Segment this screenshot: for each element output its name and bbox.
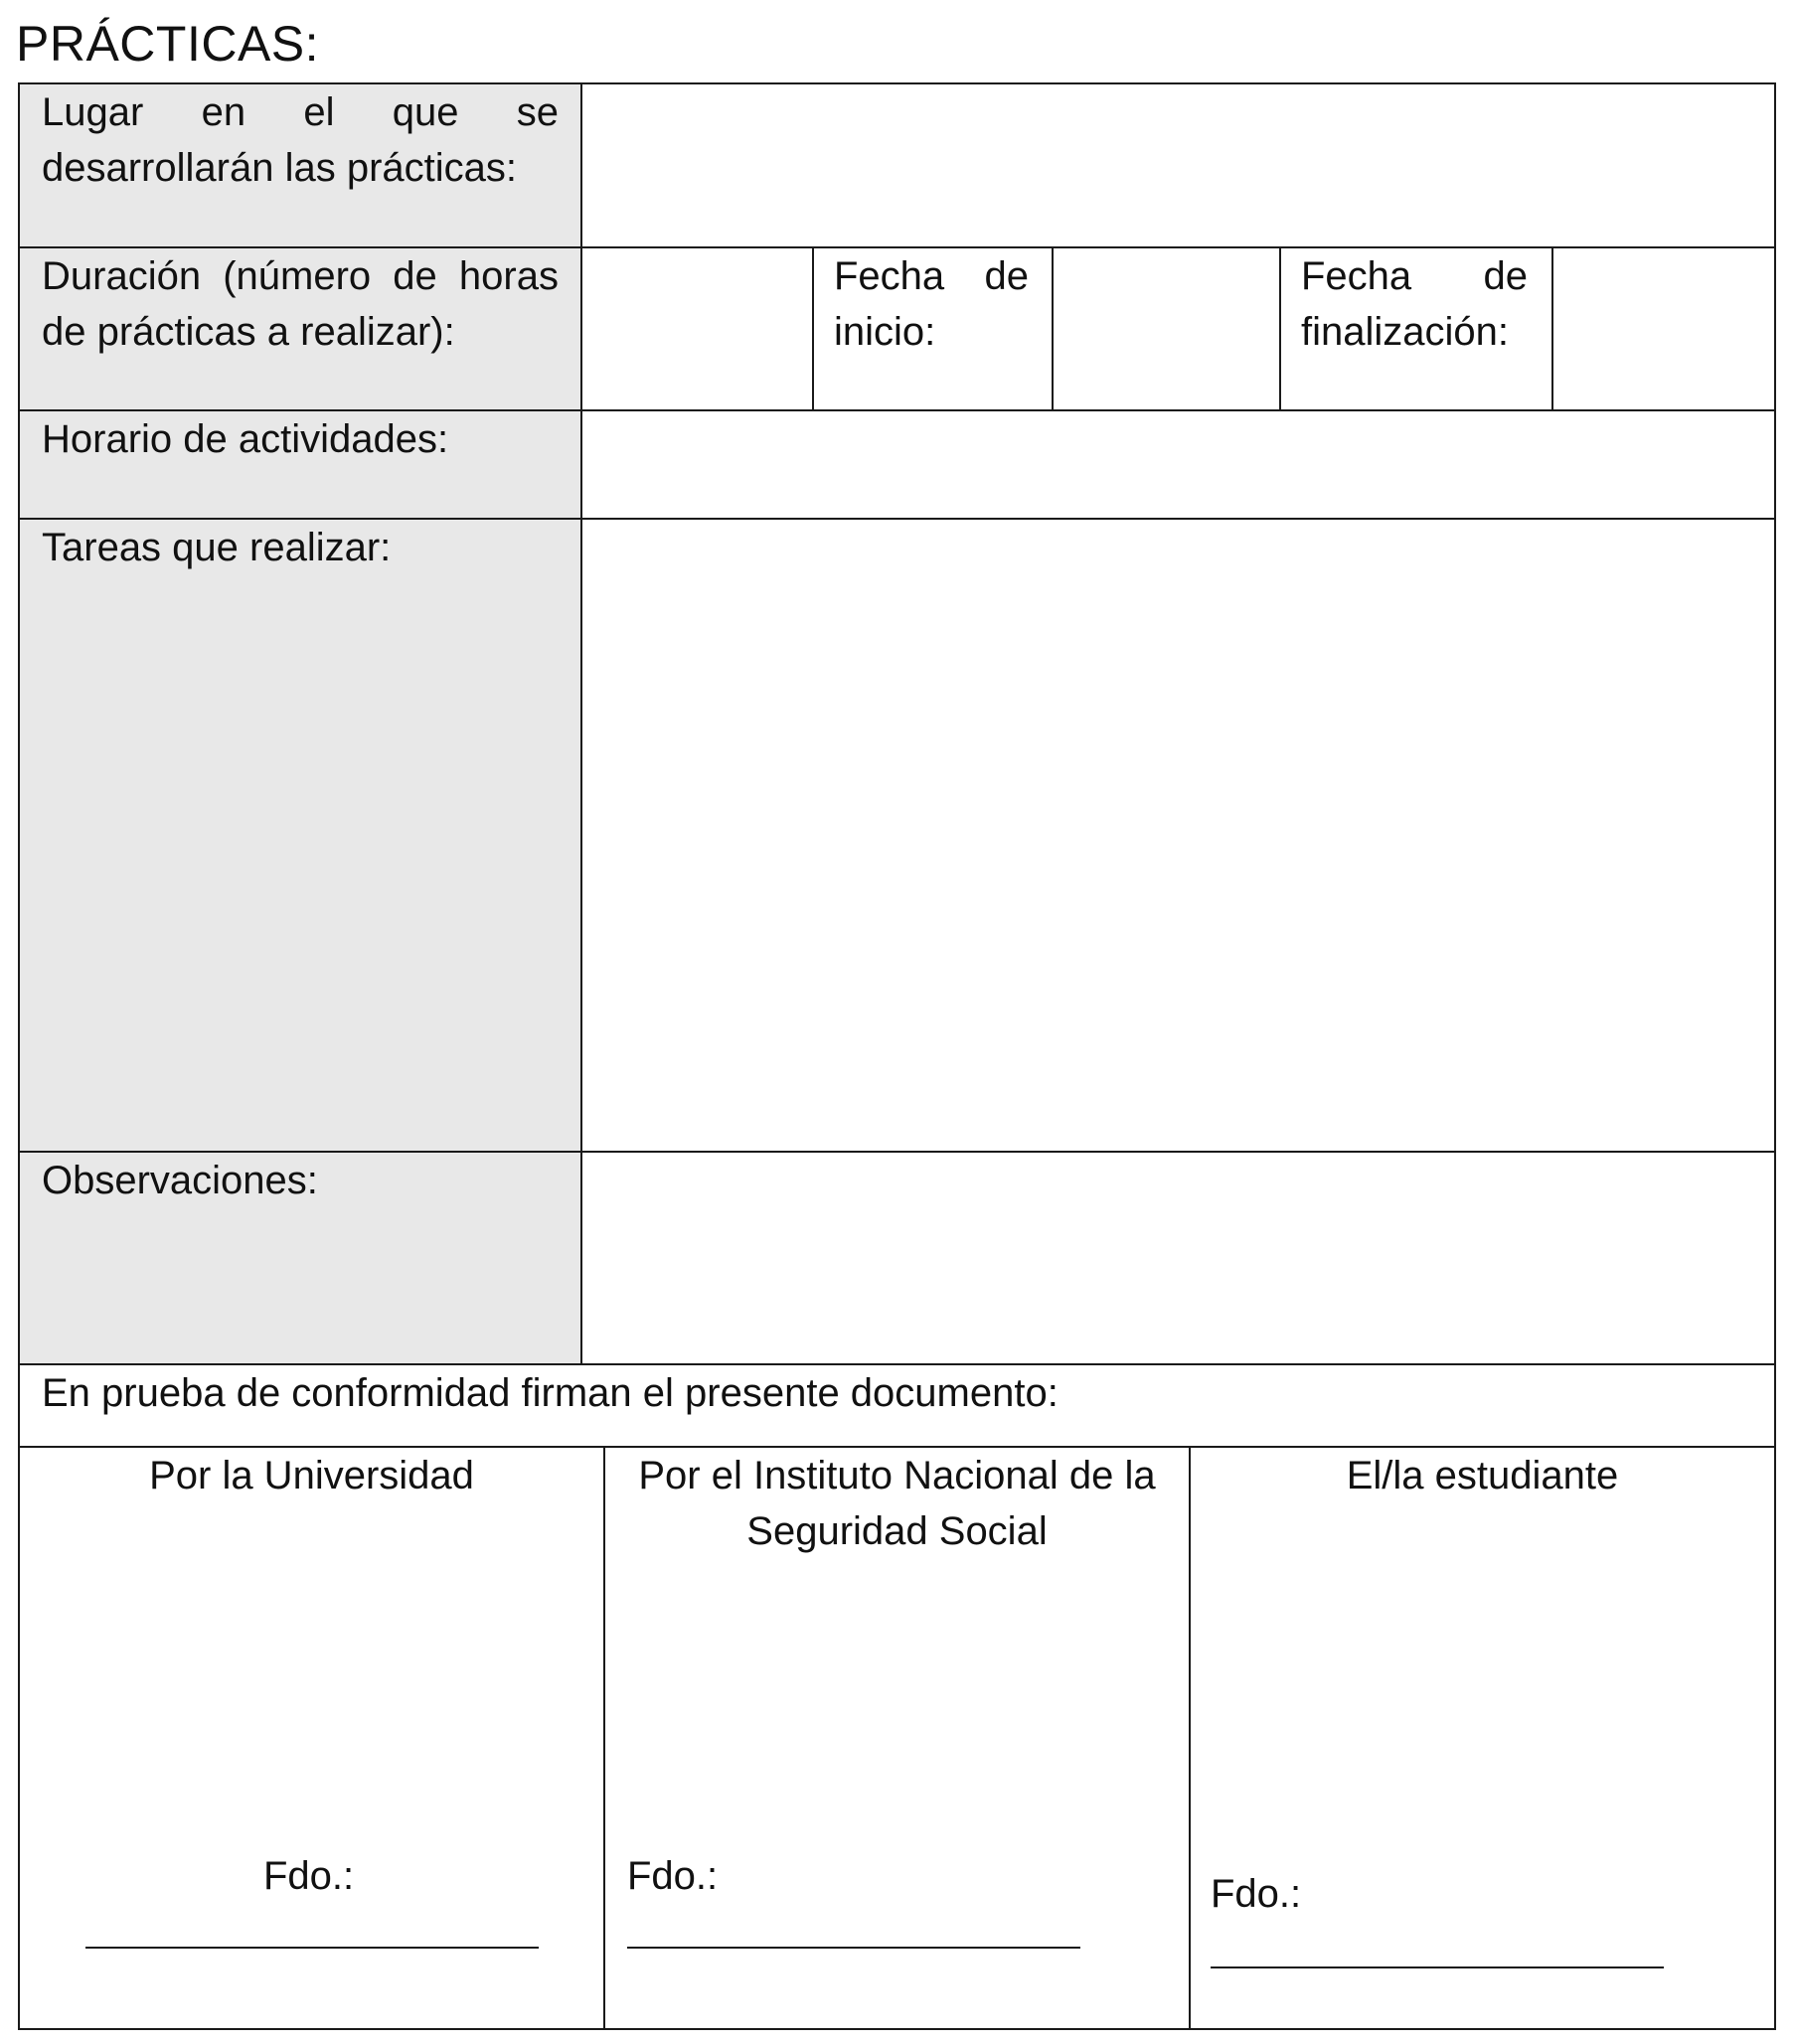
- tareas-label: Tareas que realizar:: [42, 526, 392, 569]
- grid-line: [20, 246, 1774, 248]
- fecha-fin-input[interactable]: [1553, 248, 1774, 409]
- duracion-input[interactable]: [582, 248, 812, 409]
- firma-instituto-fdo: Fdo.:: [627, 1854, 719, 1898]
- firma-instituto[interactable]: [605, 1448, 1189, 2028]
- fecha-fin-label-cell: [1281, 248, 1551, 409]
- practicas-form: [18, 82, 1776, 2030]
- grid-line: [20, 1363, 1774, 1365]
- firma-universidad-line: [85, 1947, 539, 1949]
- conformidad-text: En prueba de conformidad firman el presente documento:: [42, 1371, 1059, 1415]
- horario-input[interactable]: [582, 411, 1774, 518]
- tareas-input[interactable]: [582, 520, 1774, 1151]
- grid-line: [1551, 246, 1553, 409]
- firma-estudiante-line: [1211, 1966, 1664, 1968]
- horario-label-cell: [20, 411, 580, 518]
- duracion-label: Duración (número de horas de prácticas a realizar):: [42, 254, 559, 354]
- duracion-label-cell: [20, 248, 580, 409]
- firma-estudiante-title: El/la estudiante: [1346, 1454, 1619, 1497]
- firma-estudiante[interactable]: [1191, 1448, 1774, 2028]
- grid-line: [20, 1151, 1774, 1153]
- grid-line: [20, 1446, 1774, 1448]
- grid-line: [1279, 246, 1281, 409]
- fecha-inicio-input[interactable]: [1054, 248, 1279, 409]
- grid-line: [1189, 1446, 1191, 2028]
- firma-instituto-title: Por el Instituto Nacional de la Seguridad Social: [638, 1454, 1156, 1553]
- grid-line: [580, 84, 582, 1363]
- grid-line: [1052, 246, 1054, 409]
- lugar-label-cell: [20, 84, 580, 246]
- firma-estudiante-fdo: Fdo.:: [1211, 1872, 1302, 1916]
- horario-label: Horario de actividades:: [42, 417, 449, 461]
- lugar-label: Lugar en el que se desarrollarán las prácticas:: [42, 90, 559, 190]
- observaciones-input[interactable]: [582, 1153, 1774, 1363]
- grid-line: [20, 409, 1774, 411]
- grid-line: [603, 1446, 605, 2028]
- grid-line: [812, 246, 814, 409]
- firma-universidad[interactable]: [20, 1448, 603, 2028]
- firma-universidad-title: Por la Universidad: [149, 1454, 474, 1497]
- page-title: PRÁCTICAS:: [16, 16, 320, 72]
- firma-universidad-fdo: Fdo.:: [263, 1854, 355, 1898]
- fecha-inicio-label: Fecha de inicio:: [834, 254, 1029, 354]
- conformidad-row: [20, 1365, 1774, 1446]
- lugar-input[interactable]: [582, 84, 1774, 246]
- firma-instituto-line: [627, 1947, 1080, 1949]
- fecha-fin-label: Fecha de finalización:: [1301, 254, 1528, 354]
- grid-line: [20, 518, 1774, 520]
- fecha-inicio-label-cell: [814, 248, 1052, 409]
- tareas-label-cell: [20, 520, 580, 1151]
- observaciones-label-cell: [20, 1153, 580, 1363]
- observaciones-label: Observaciones:: [42, 1159, 318, 1202]
